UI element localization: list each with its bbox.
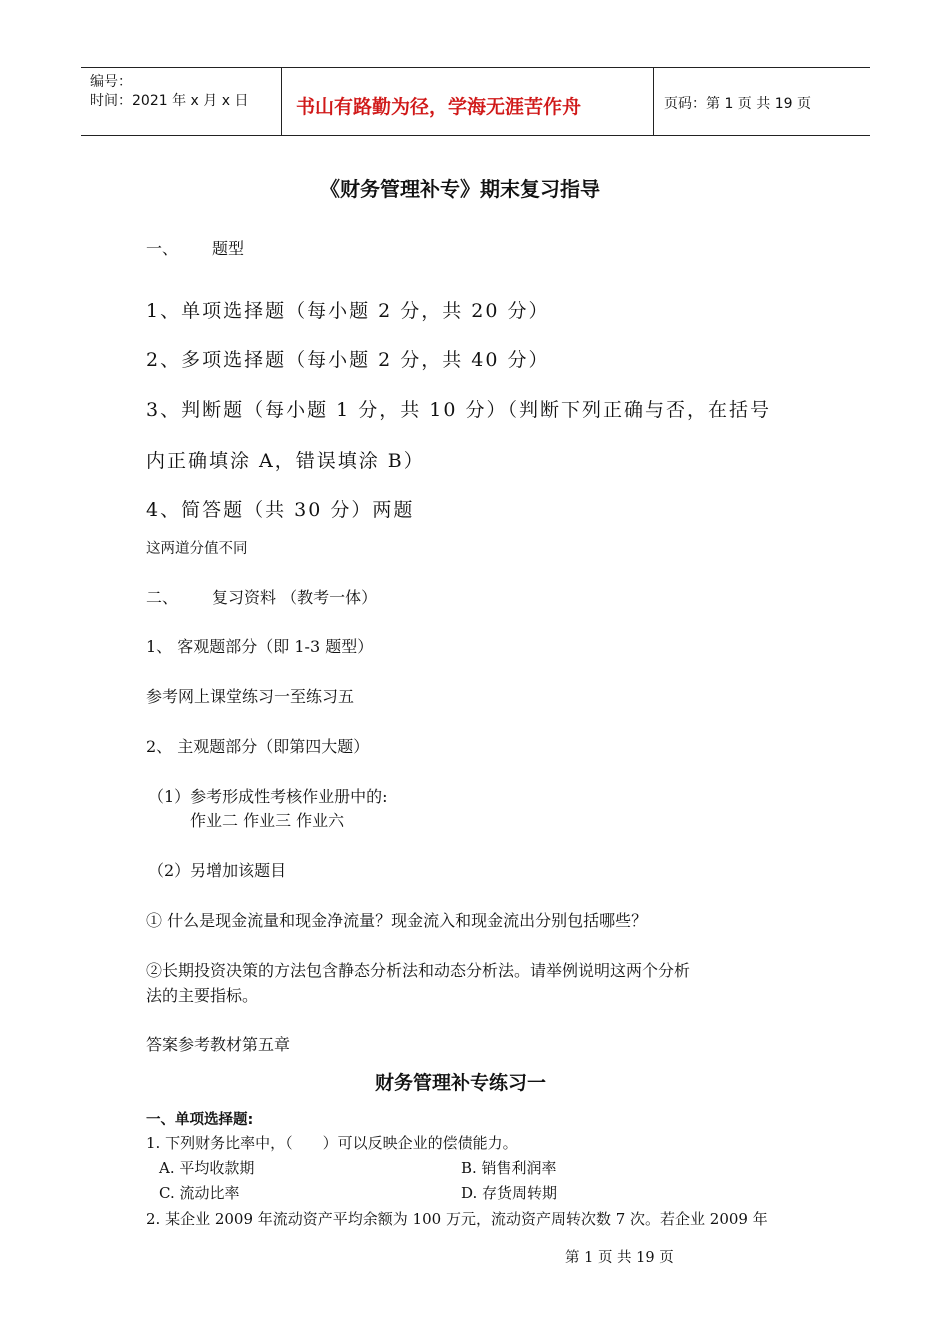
review-question: ① 什么是现金流量和现金净流量？现金流入和现金流出分别包括哪些？ [146,911,648,930]
page-footer: 第 1 页 共 19 页 [565,1250,674,1266]
question-type-item: 4、简答题（共 30 分）两题 [146,499,415,521]
review-line: 作业二 作业三 作业六 [190,811,345,830]
section2-heading-num: 二、 [146,588,179,607]
section1-heading-num: 一、 [146,239,179,258]
exercise-question: 2. 某企业 2009 年流动资产平均余额为 100 万元，流动资产周转次数 7 次。若企业 2009 年 [146,1210,768,1228]
review-question: ②长期投资决策的方法包含静态分析法和动态分析法。请举例说明这两个分析 [146,961,691,980]
header-date: 时间：2021 年 x 月 x 日 [90,93,249,109]
page-title: 《财务管理补专》期末复习指导 [320,177,600,201]
review-line: 1、 客观题部分（即 1-3 题型） [146,637,374,656]
exercise-question: 1. 下列财务比率中，（ ）可以反映企业的偿债能力。 [146,1134,518,1152]
header-divider [281,68,282,135]
review-line: 答案参考教材第五章 [146,1035,291,1054]
header-motto: 书山有路勤为径，学海无涯苦作舟 [296,96,582,118]
section2-heading: 复习资料 （教考一体） [212,588,378,607]
review-question: 法的主要指标。 [146,986,259,1005]
header-divider [653,68,654,135]
question-type-item: 1、单项选择题（每小题 2 分，共 20 分） [146,300,550,322]
answer-option: C. 流动比率 [159,1184,240,1202]
review-line: （2）另增加该题目 [148,861,287,880]
review-line: 参考网上课堂练习一至练习五 [146,687,355,706]
question-type-item: 3、判断题（每小题 1 分，共 10 分）（判断下列正确与否，在括号 [146,399,772,421]
section1-note: 这两道分值不同 [146,541,248,557]
question-type-item: 内正确填涂 A，错误填涂 B） [146,450,425,472]
review-line: （1）参考形成性考核作业册中的: [148,787,388,806]
header-page-info: 页码：第 1 页 共 19 页 [664,96,811,112]
question-type-item: 2、多项选择题（每小题 2 分，共 40 分） [146,349,550,371]
answer-option: D. 存货周转期 [461,1184,558,1202]
exercise-title: 财务管理补专练习一 [375,1072,547,1094]
exercise-section-heading: 一、单项选择题: [146,1112,254,1128]
answer-option: B. 销售利润率 [461,1159,557,1177]
header-serial: 编号： [90,74,132,90]
section1-heading: 题型 [212,239,245,258]
answer-option: A. 平均收款期 [159,1159,255,1177]
review-line: 2、 主观题部分（即第四大题） [146,737,370,756]
